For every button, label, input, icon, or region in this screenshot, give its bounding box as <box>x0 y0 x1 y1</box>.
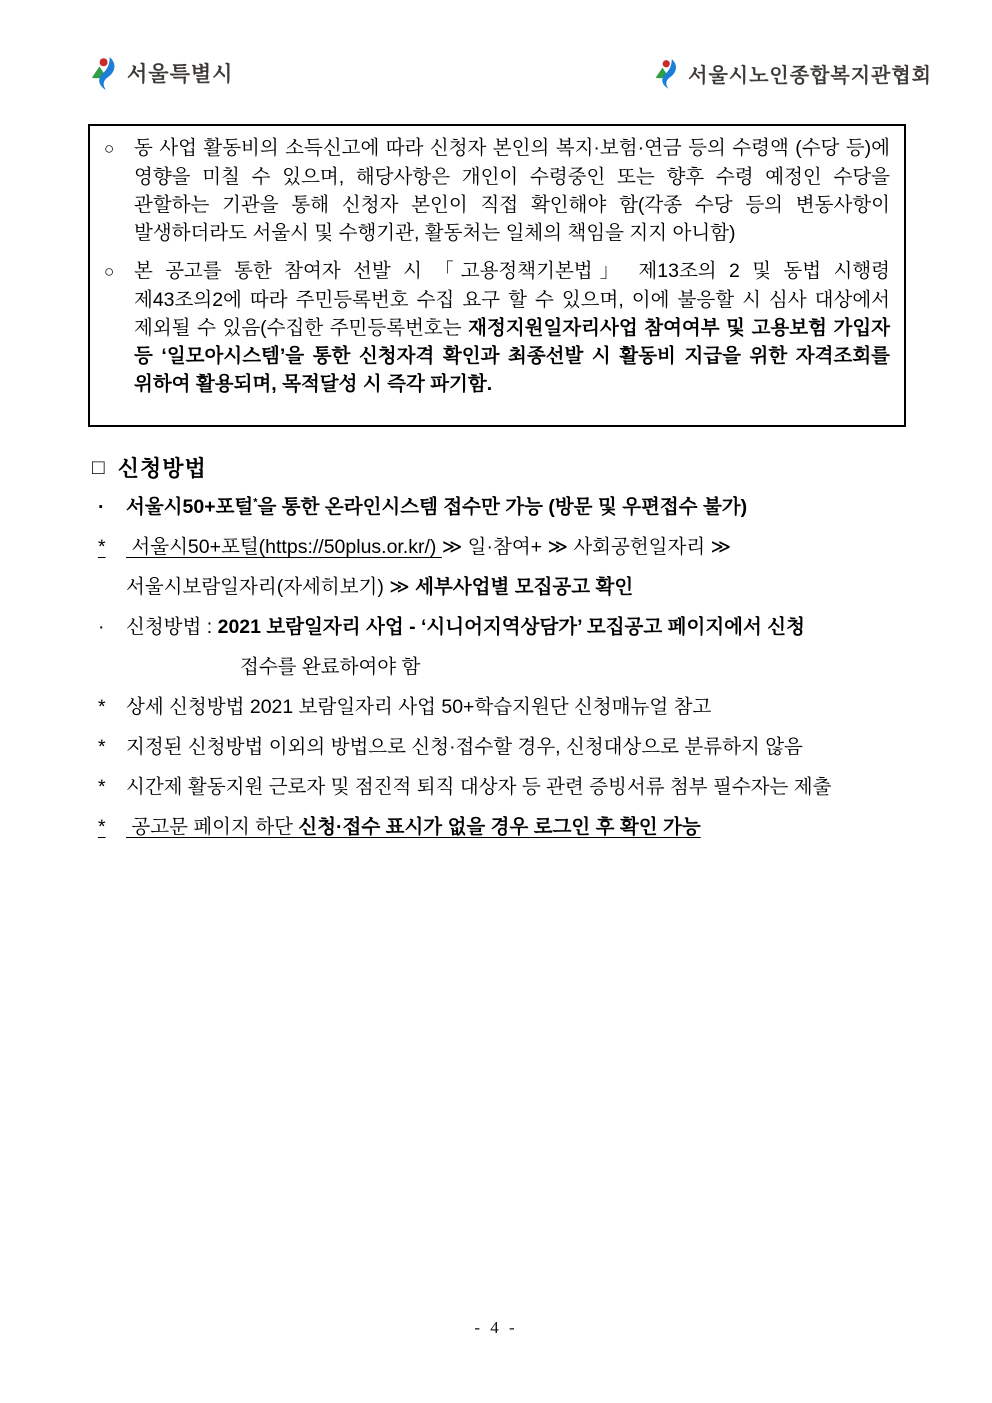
seoul-emblem-icon <box>90 56 120 90</box>
portal-path-2-bold: 세부사업별 모집공고 확인 <box>415 576 634 598</box>
documents-note-text: 시간제 활동지원 근로자 및 점진적 퇴직 대상자 등 관련 증빙서류 첨부 필수자는 제출 <box>126 776 832 798</box>
apply-line-other-methods <box>98 734 908 761</box>
apply-line-manual <box>98 694 908 721</box>
asterisk-bullet-icon: * <box>98 736 106 758</box>
notice-box <box>88 124 906 427</box>
asterisk-bullet-icon: * <box>98 776 106 798</box>
apply-method-label: 신청방법 : <box>126 616 218 638</box>
apply-method-cont-text: 접수를 완료하여야 함 <box>240 656 421 678</box>
footnote-asterisk: * <box>253 496 258 509</box>
notice-item-1 <box>104 134 890 247</box>
seoul-city-logo <box>90 56 233 90</box>
notice-item-1-text: 동 사업 활동비의 소득신고에 따라 신청자 본인의 복지·보험·연금 등의 수령액 (수당 등)에 영향을 미칠 수 있으며, 해당사항은 개인이 수령중인 또는 향후 수령 예정인 수당을 관할하는 기관을 통해 신청자 본인이 직접 확인해야 함(각종 수당 등의 변동사항이 발생하더라도 서울시 및 수행기관, 활동처는 일체의 책임을 지지 아니함) <box>134 137 890 244</box>
circle-bullet-icon: ○ <box>104 139 115 158</box>
notice-item-2-bold-text: 재정지원일자리사업 참여여부 및 고용보험 가입자 등 ‘일모아시스템’을 통한 신청자격 확인과 최종선발 시 활동비 지급을 위한 자격조회를 위하여 활용되며, 목적달성 시 즉각 파기함. <box>134 317 890 395</box>
apply-method-bold: 2021 보람일자리 사업 - ‘시니어지역상담가’ 모집공고 페이지에서 신청 <box>217 616 805 638</box>
portal-url-link[interactable]: 서울시50+포털(https://50plus.or.kr/) <box>126 536 442 558</box>
apply-method-list <box>98 494 908 854</box>
apply-line-1-rest: 을 통한 온라인시스템 접수만 가능 (방문 및 우편접수 불가) <box>257 496 748 518</box>
asterisk-bullet-icon: * <box>98 696 106 718</box>
apply-line-login-note <box>98 814 908 841</box>
apply-line-1-text: 서울시50+포털 <box>126 496 254 518</box>
apply-line-portal-path <box>98 534 908 561</box>
logo-text-seoul: 서울특별시 <box>127 63 234 86</box>
association-emblem-icon <box>654 58 681 89</box>
logo-text-association: 서울시노인종합복지관협회 <box>688 64 932 87</box>
portal-path-2-text: 서울시보람일자리(자세히보기) ≫ <box>126 576 416 598</box>
other-methods-note-text: 지정된 신청방법 이외의 방법으로 신청·접수할 경우, 신청대상으로 분류하지 않음 <box>126 736 803 758</box>
apply-line-documents <box>98 774 908 801</box>
asterisk-bullet-icon: * <box>98 816 106 838</box>
manual-note-text: 상세 신청방법 2021 보람일자리 사업 50+학습지원단 신청매뉴얼 참고 <box>126 696 712 718</box>
square-bullet-icon: □ <box>92 455 106 479</box>
circle-bullet-icon: ○ <box>104 262 115 281</box>
page-number: - 4 - <box>474 1318 518 1337</box>
section-title-apply-method <box>92 452 207 483</box>
login-note-text: 공고문 페이지 하단 <box>126 816 299 838</box>
portal-path-text: ≫ 일·참여+ ≫ 사회공헌일자리 ≫ <box>441 536 732 558</box>
apply-line-online-only <box>98 494 908 521</box>
apply-line-portal-path-2 <box>98 574 908 601</box>
dot-bullet-icon: · <box>98 496 105 518</box>
apply-line-method <box>98 614 908 641</box>
notice-item-2 <box>104 257 890 398</box>
section-title-text: 신청방법 <box>117 456 207 481</box>
association-logo <box>654 58 932 89</box>
header <box>90 56 932 90</box>
asterisk-bullet-icon: * <box>98 536 106 558</box>
dot-bullet-icon: · <box>98 616 105 638</box>
login-note-bold: 신청·접수 표시가 없을 경우 로그인 후 확인 가능 <box>298 816 701 838</box>
notice-item-2-text: 본 공고를 통한 참여자 선발 시 「고용정책기본법」 제13조의 2 및 동법 시행령 제43조의2에 따라 주민등록번호 수집 요구 할 수 있으며, 이에 불응할 시 심사 대상에서 제외될 수 있음(수집한 주민등록번호는 <box>134 260 890 339</box>
apply-line-method-cont <box>98 654 908 681</box>
